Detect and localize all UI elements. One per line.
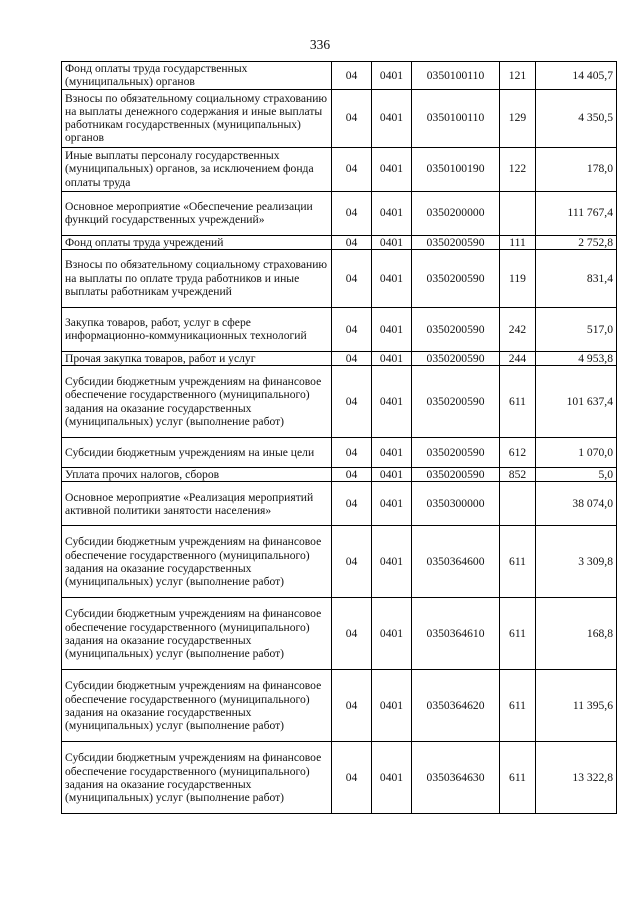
row-target-article: 0350200590	[412, 235, 500, 249]
row-expense-type: 611	[500, 366, 536, 438]
table-row	[62, 366, 617, 438]
row-amount: 38 074,0	[536, 482, 617, 526]
row-subsection: 0401	[372, 89, 412, 147]
row-name: Субсидии бюджетным учреждениям на иные цели	[62, 438, 332, 468]
table-row	[62, 526, 617, 598]
budget-table	[61, 61, 617, 814]
row-subsection: 0401	[372, 468, 412, 482]
table-row	[62, 351, 617, 365]
row-amount: 101 637,4	[536, 366, 617, 438]
row-name: Прочая закупка товаров, работ и услуг	[62, 351, 332, 365]
row-name: Субсидии бюджетным учреждениям на финансовое обеспечение государственного (муниципального) задания на оказание государственных (муниципальных) услуг (выполнение работ)	[62, 742, 332, 814]
row-section: 04	[332, 598, 372, 670]
row-expense-type: 119	[500, 249, 536, 307]
row-section: 04	[332, 235, 372, 249]
row-target-article: 0350200590	[412, 366, 500, 438]
row-amount: 178,0	[536, 147, 617, 191]
table-row	[62, 147, 617, 191]
row-expense-type: 122	[500, 147, 536, 191]
row-subsection: 0401	[372, 742, 412, 814]
row-name: Субсидии бюджетным учреждениям на финансовое обеспечение государственного (муниципального) задания на оказание государственных (муниципальных) услуг (выполнение работ)	[62, 526, 332, 598]
row-name: Фонд оплаты труда государственных (муниципальных) органов	[62, 62, 332, 90]
row-name: Взносы по обязательному социальному страхованию на выплаты по оплате труда работников и иные выплаты работникам учреждений	[62, 249, 332, 307]
row-amount: 2 752,8	[536, 235, 617, 249]
table-row	[62, 468, 617, 482]
row-target-article: 0350364630	[412, 742, 500, 814]
row-amount: 4 953,8	[536, 351, 617, 365]
table-row	[62, 62, 617, 90]
row-name: Субсидии бюджетным учреждениям на финансовое обеспечение государственного (муниципального) задания на оказание государственных (муниципальных) услуг (выполнение работ)	[62, 366, 332, 438]
row-subsection: 0401	[372, 62, 412, 90]
table-row	[62, 191, 617, 235]
row-subsection: 0401	[372, 147, 412, 191]
row-amount: 517,0	[536, 307, 617, 351]
table-row	[62, 307, 617, 351]
row-subsection: 0401	[372, 249, 412, 307]
row-amount: 13 322,8	[536, 742, 617, 814]
table-row	[62, 598, 617, 670]
row-amount: 11 395,6	[536, 670, 617, 742]
row-expense-type: 121	[500, 62, 536, 90]
row-expense-type	[500, 482, 536, 526]
row-subsection: 0401	[372, 191, 412, 235]
row-name: Основное мероприятие «Обеспечение реализации функций государственных учреждений»	[62, 191, 332, 235]
row-target-article: 0350200590	[412, 468, 500, 482]
row-section: 04	[332, 191, 372, 235]
row-expense-type: 611	[500, 742, 536, 814]
table-row	[62, 670, 617, 742]
row-amount: 4 350,5	[536, 89, 617, 147]
row-section: 04	[332, 307, 372, 351]
row-expense-type: 852	[500, 468, 536, 482]
row-expense-type: 111	[500, 235, 536, 249]
row-section: 04	[332, 742, 372, 814]
row-target-article: 0350200590	[412, 351, 500, 365]
row-section: 04	[332, 526, 372, 598]
row-expense-type: 612	[500, 438, 536, 468]
row-target-article: 0350364620	[412, 670, 500, 742]
page-number: 336	[309, 37, 331, 52]
row-target-article: 0350364600	[412, 526, 500, 598]
table-row	[62, 249, 617, 307]
row-section: 04	[332, 438, 372, 468]
row-target-article: 0350200590	[412, 249, 500, 307]
row-target-article: 0350364610	[412, 598, 500, 670]
row-target-article: 0350200590	[412, 307, 500, 351]
row-target-article: 0350200000	[412, 191, 500, 235]
row-amount: 111 767,4	[536, 191, 617, 235]
row-name: Взносы по обязательному социальному страхованию на выплаты денежного содержания и иные выплаты работникам государственных (муниципальных) органов	[62, 89, 332, 147]
row-name: Уплата прочих налогов, сборов	[62, 468, 332, 482]
table-row	[62, 482, 617, 526]
row-subsection: 0401	[372, 438, 412, 468]
row-target-article: 0350100110	[412, 62, 500, 90]
row-expense-type: 611	[500, 526, 536, 598]
row-subsection: 0401	[372, 526, 412, 598]
row-amount: 831,4	[536, 249, 617, 307]
row-expense-type: 611	[500, 598, 536, 670]
row-amount: 3 309,8	[536, 526, 617, 598]
row-name: Фонд оплаты труда учреждений	[62, 235, 332, 249]
row-expense-type	[500, 191, 536, 235]
row-section: 04	[332, 147, 372, 191]
row-expense-type: 244	[500, 351, 536, 365]
row-section: 04	[332, 366, 372, 438]
row-name: Основное мероприятие «Реализация мероприятий активной политики занятости населения»	[62, 482, 332, 526]
row-section: 04	[332, 249, 372, 307]
row-subsection: 0401	[372, 366, 412, 438]
row-expense-type: 242	[500, 307, 536, 351]
table-row	[62, 438, 617, 468]
row-amount: 168,8	[536, 598, 617, 670]
row-subsection: 0401	[372, 307, 412, 351]
row-target-article: 0350300000	[412, 482, 500, 526]
row-target-article: 0350100110	[412, 89, 500, 147]
table-row	[62, 89, 617, 147]
row-subsection: 0401	[372, 670, 412, 742]
row-name: Иные выплаты персоналу государственных (муниципальных) органов, за исключением фонда оплаты труда	[62, 147, 332, 191]
row-section: 04	[332, 62, 372, 90]
row-name: Субсидии бюджетным учреждениям на финансовое обеспечение государственного (муниципального) задания на оказание государственных (муниципальных) услуг (выполнение работ)	[62, 598, 332, 670]
row-subsection: 0401	[372, 235, 412, 249]
row-expense-type: 611	[500, 670, 536, 742]
row-section: 04	[332, 482, 372, 526]
row-section: 04	[332, 351, 372, 365]
row-amount: 1 070,0	[536, 438, 617, 468]
table-row	[62, 742, 617, 814]
row-name: Закупка товаров, работ, услуг в сфере информационно-коммуникационных технологий	[62, 307, 332, 351]
table-row	[62, 235, 617, 249]
row-section: 04	[332, 468, 372, 482]
row-name: Субсидии бюджетным учреждениям на финансовое обеспечение государственного (муниципального) задания на оказание государственных (муниципальных) услуг (выполнение работ)	[62, 670, 332, 742]
row-section: 04	[332, 670, 372, 742]
row-amount: 5,0	[536, 468, 617, 482]
row-subsection: 0401	[372, 351, 412, 365]
row-amount: 14 405,7	[536, 62, 617, 90]
row-target-article: 0350200590	[412, 438, 500, 468]
row-subsection: 0401	[372, 598, 412, 670]
row-subsection: 0401	[372, 482, 412, 526]
row-expense-type: 129	[500, 89, 536, 147]
row-section: 04	[332, 89, 372, 147]
row-target-article: 0350100190	[412, 147, 500, 191]
